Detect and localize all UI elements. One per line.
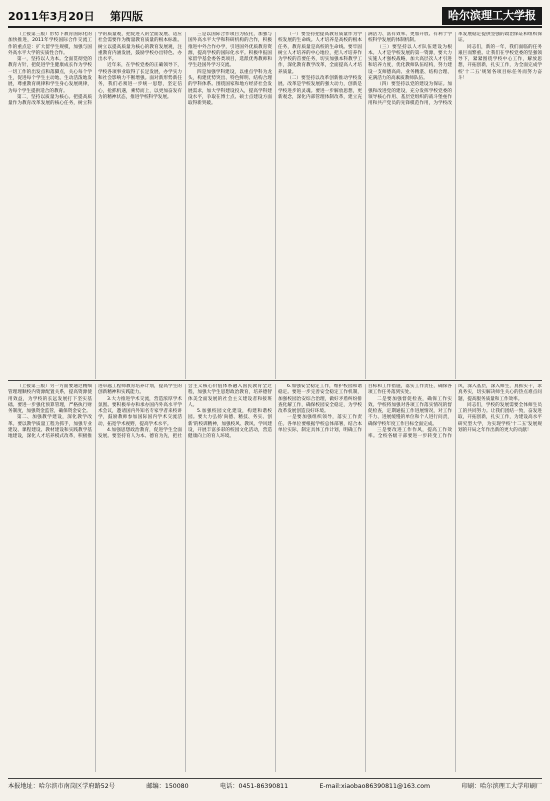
article-paragraph: 3.大力推进学术交流，营造浓厚学术氛围。要积极举办和承办国内外高水平学术会议，邀请国内外知名专家学者来校讲学，鼓励教师参加国际国内学术交流活动，拓宽学术视野，提高学术水平。 bbox=[98, 396, 182, 427]
article-paragraph: 三是以国际合作项目为依托，加强与国外高水平大学和科研机构的合作，积极推进中外合作办学，引进国外优质教育资源，提高学校的国际化水平。积极申报国家留学基金委各类项目，选派优秀教师和学生赴国外学习交流。 bbox=[188, 32, 272, 69]
article-paragraph: 第二、加强教学建设，深化教学改革。要以教学质量工程为抓手，加强专业建设、课程建设、教材建设和实践教学基地建设，深化人才培养模式改革，积极推进卓越工程师教育培养计划，提高学生的创新精神和实践能力。 bbox=[8, 384, 182, 440]
footer-phone: 电话：0451-86390811 bbox=[219, 783, 289, 790]
footer bbox=[8, 778, 542, 791]
article-paragraph: （一）要坚持把提高教育质量作为学校发展的生命线。人才培养是高校的根本任务，教育质量是高校的生命线。要牢固树立人才培养的中心地位，把人才培养作为学校的首要任务，切实加强本科教学工作，深化教育教学改革，全面提高人才培养质量。 bbox=[278, 32, 362, 75]
footer-printer: 印刷：哈尔滨理工大学印刷厂 bbox=[461, 783, 542, 790]
section-divider bbox=[8, 380, 542, 381]
article-paragraph: 第一，坚持以人为本。全面贯彻党的教育方针，把促进学生健康成长作为学校一切工作的出发点和落脚点，关心每个学生，促进每个学生主动地、生动活泼地发展，尊重教育规律和学生身心发展规律，为每个学生提供适合的教育。 bbox=[8, 57, 92, 94]
article-upper bbox=[8, 32, 542, 379]
article-paragraph: （三）要坚持以人才队伍建设为根本。人才是学校发展的第一资源，要大力实施人才强校战略，加大高层次人才引进和培养力度，优化教师队伍结构，努力建设一支师德高尚、业务精湛、结构合理、充满活力的高素质教师队伍。 bbox=[368, 44, 452, 82]
footer-address: 本报地址：哈尔滨市南岗区学府路52号 bbox=[8, 783, 115, 790]
article-upper-columns bbox=[8, 32, 542, 379]
issue-date: 2011年3月20日 bbox=[8, 10, 95, 23]
edition-number: 第四版 bbox=[110, 10, 143, 23]
article-paragraph: 同志们，学校的发展需要全体师生员工的共同努力。让我们团结一致，奋发进取，开拓创新，扎实工作，为建设高水平研究型大学，为实现学校'十二五'发展规划的开局之年作出新的更大的贡献！ bbox=[458, 402, 542, 434]
article-paragraph: 第二，坚持以质量为核心。把提高质量作为教育改革发展的核心任务，树立科学的质量观，把促进人的全面发展、适应社会需要作为衡量教育质量的根本标准。树立以提高质量为核心的教育发展观，注重教育内涵发展，鼓励学校办出特色、办出水平。 bbox=[8, 32, 182, 107]
paper-title: 哈尔滨理工大学报 bbox=[442, 7, 542, 25]
masthead bbox=[8, 7, 542, 28]
article-paragraph: 一是要加强组织领导，落实工作责任。各单位要根据学校总体部署，结合本单位实际，制定具体工作计划，明确工作目标和工作措施，落实工作责任，确保各项工作任务落到实处。 bbox=[278, 384, 452, 434]
article-paragraph: （二）要坚持以改革创新推动学校发展。改革是学校发展的强大动力，创新是学校进步的灵魂。要进一步解放思想，更新观念，深化内部管理体制改革，建立充满活力、富有效率、更加开放、有利于学校科学发展的体制机制。 bbox=[278, 32, 452, 100]
article-paragraph: 同志们，新的一年，我们面临的任务艰巨而繁重。让我们在学校党委的坚强领导下，紧紧围绕学校中心工作，解放思想，开拓创新，扎实工作，为全面完成学校'十二五'规划各项目标任务而努力奋斗！ bbox=[458, 44, 542, 82]
article-paragraph: 四是加强学科建设，以重点学科为龙头，构建优势突出、特色鲜明、结构合理的学科体系。围绕国家和地方经济社会发展需求，加大学科建设投入，提高学科建设水平，争取在博士点、硕士点建设方面取得新突破。 bbox=[188, 69, 272, 107]
article-paragraph: 三是要改进工作作风，提高工作效率。全校各级干部要进一步转变工作作风，深入基层，深入师生，真抓实干，求真务实，切实解决师生关心的热点难点问题，提高服务质量和工作效率。 bbox=[368, 384, 542, 440]
article-paragraph: （上接第三版）形势下教育国际化的加快推进，2011年学校国际合作交流工作的重点是：扩大留学生规模，加强与国外高水平大学的实质性合作。 bbox=[8, 32, 92, 56]
article-paragraph: 4.加强思想政治教育，促进学生全面发展。要坚持育人为本、德育为先，把社会主义核心价值体系融入国民教育全过程，加强大学生思想政治教育，培养德智体美全面发展的社会主义建设者和接班人。 bbox=[98, 384, 272, 440]
footer-postcode: 邮编：150080 bbox=[146, 783, 189, 790]
article-paragraph: 二是要加强督促检查，确保工作实效。学校将加强对各项工作落实情况的督促检查，定期通报工作进展情况，对工作不力、进展缓慢的单位和个人进行问责，确保学校年度工作目标全面完成。 bbox=[368, 396, 452, 427]
article-paragraph: （上接第三版）另一方面要通过精细管理理顺校内资源配置关系，提高资源使用效益，为学校的长远发展打下坚实基础。要进一步强化预算管理，严格执行财务制度，加强资金监管，确保资金安全。 bbox=[8, 384, 92, 415]
article-lower bbox=[8, 384, 542, 772]
article-paragraph: （四）要坚持以党的建设为保证。加强和改进党的建设，充分发挥学校党委的领导核心作用、基层党组织的战斗堡垒作用和共产党员的先锋模范作用，为学校改革发展稳定提供坚强的政治保证和组织保证。 bbox=[368, 32, 542, 107]
article-lower-columns bbox=[8, 384, 542, 772]
footer-email: E-mail:xiaobao86390811@163.com bbox=[319, 783, 431, 790]
article-paragraph: 5.加强校园文化建设，构建和谐校园。要大力弘扬'尚德、精技、务实、创新'的校训精神，加强校风、教风、学风建设，开展丰富多彩的校园文化活动，营造健康向上的育人环境。 bbox=[188, 409, 272, 440]
article-paragraph: 近年来，在学校党委的正确领导下，学校各项事业取得了长足发展，办学实力和社会影响力不断增强。面对新形势新任务，我们必须进一步统一思想，坚定信心，抢抓机遇，乘势而上，以更加奋发有为的精神状态，推进学校科学发展。 bbox=[98, 63, 182, 100]
article-paragraph: 6.加强安全稳定工作，维护校园和谐稳定。要进一步完善安全稳定工作机制，加强校园治安综合治理，做好矛盾纠纷排查化解工作，确保校园安全稳定，为学校改革发展创造良好环境。 bbox=[278, 384, 362, 415]
